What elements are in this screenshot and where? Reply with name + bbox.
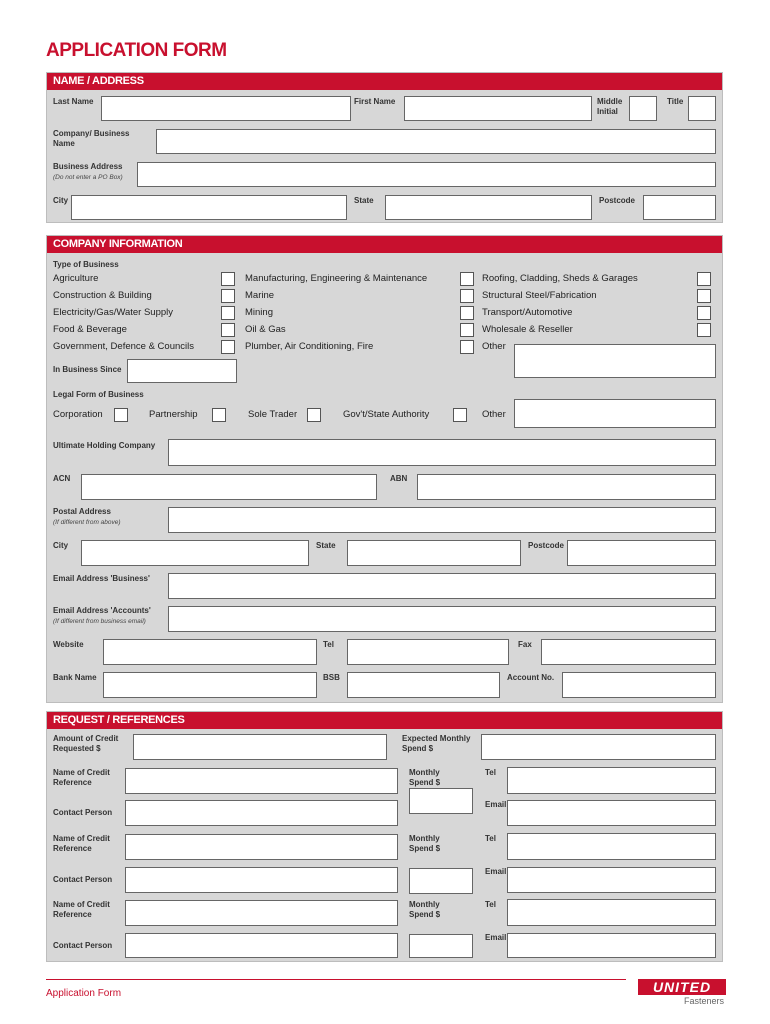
website-field[interactable] [103, 639, 317, 665]
business-type-checkbox[interactable] [221, 340, 235, 354]
business-type-option: Roofing, Cladding, Sheds & Garages [482, 273, 638, 284]
business-type-option: Agriculture [53, 273, 99, 284]
legal-form-checkbox[interactable] [212, 408, 226, 422]
abn-field[interactable] [417, 474, 716, 500]
ref-tel-label: Tel [485, 768, 496, 777]
account-no-label: Account No. [507, 673, 555, 682]
expected-text-1: Expected Monthly [402, 734, 471, 743]
monthly-spend-label [409, 768, 440, 788]
request-references-section [46, 711, 723, 962]
business-type-checkbox[interactable] [221, 323, 235, 337]
company-text-1: Company/ Business [53, 129, 130, 138]
business-type-option: Mining [245, 307, 273, 318]
ref-tel-label: Tel [485, 900, 496, 909]
ref-email-field[interactable] [507, 867, 716, 893]
ref-tel-label: Tel [485, 834, 496, 843]
legal-form-option: Partnership [149, 409, 198, 420]
postal-city-label: City [53, 541, 69, 550]
ref-text-1: Name of Credit [53, 900, 110, 909]
acn-label: ACN [53, 474, 71, 483]
ref-tel-field[interactable] [507, 899, 716, 926]
business-type-option: Government, Defence & Councils [53, 341, 194, 352]
postal-state-label: State [316, 541, 336, 550]
ref-tel-field[interactable] [507, 833, 716, 860]
tel-field[interactable] [347, 639, 509, 665]
middle-initial-field[interactable] [629, 96, 657, 121]
in-business-since-field[interactable] [127, 359, 237, 383]
business-type-checkbox[interactable] [697, 289, 711, 303]
bsb-field[interactable] [347, 672, 500, 698]
legal-form-label: Legal Form of Business [53, 390, 144, 399]
state-field[interactable] [385, 195, 592, 220]
postal-address-field[interactable] [168, 507, 716, 533]
bsb-label: BSB [323, 673, 340, 682]
fax-label: Fax [518, 640, 532, 649]
monthly-text-2: Spend $ [409, 910, 441, 919]
credit-reference-field[interactable] [125, 834, 398, 860]
name-address-section [46, 72, 723, 223]
postal-address-text: Postal Address [53, 507, 111, 516]
last-name-field[interactable] [101, 96, 351, 121]
amount-text-1: Amount of Credit [53, 734, 119, 743]
footer-text: Application Form [46, 988, 122, 999]
business-type-checkbox[interactable] [221, 272, 235, 286]
email-business-label: Email Address 'Business' [53, 574, 150, 583]
contact-person-label: Contact Person [53, 808, 113, 817]
business-type-option: Structural Steel/Fabrication [482, 290, 597, 301]
expected-text-2: Spend $ [402, 744, 434, 753]
business-type-option: Construction & Building [53, 290, 152, 301]
middle-text: Middle [597, 97, 623, 106]
credit-reference-field[interactable] [125, 900, 398, 926]
contact-person-label: Contact Person [53, 875, 113, 884]
page-title: APPLICATION FORM [46, 40, 227, 61]
acn-field[interactable] [81, 474, 377, 500]
business-type-checkbox[interactable] [697, 323, 711, 337]
contact-person-field[interactable] [125, 800, 398, 826]
expected-spend-label [402, 734, 470, 754]
expected-spend-field[interactable] [481, 734, 716, 760]
company-name-label [53, 129, 129, 149]
amount-text-2: Requested $ [53, 744, 101, 753]
monthly-text-2: Spend $ [409, 844, 441, 853]
postal-address-label [53, 507, 121, 528]
contact-person-label: Contact Person [53, 941, 113, 950]
business-type-checkbox[interactable] [460, 340, 474, 354]
ref-text-2: Reference [53, 910, 92, 919]
in-business-since-label: In Business Since [53, 365, 122, 374]
monthly-spend-label [409, 834, 440, 854]
business-type-checkbox[interactable] [697, 272, 711, 286]
initial-text: Initial [597, 107, 618, 116]
contact-person-field[interactable] [125, 933, 398, 958]
email-accounts-label [53, 606, 151, 627]
amount-credit-field[interactable] [133, 734, 387, 760]
section-header: NAME / ADDRESS [47, 73, 722, 90]
business-type-option: Plumber, Air Conditioning, Fire [245, 341, 374, 352]
business-type-option: Food & Beverage [53, 324, 127, 335]
business-type-checkbox[interactable] [221, 306, 235, 320]
business-type-checkbox[interactable] [460, 272, 474, 286]
logo-subtitle: Fasteners [683, 996, 724, 1006]
business-type-option: Wholesale & Reseller [482, 324, 573, 335]
contact-person-field[interactable] [125, 867, 398, 893]
business-address-field[interactable] [137, 162, 716, 187]
ref-email-field[interactable] [507, 800, 716, 826]
company-text-2: Name [53, 139, 75, 148]
logo-wordmark: UNITED [638, 979, 726, 995]
legal-form-other-label: Other [482, 409, 506, 420]
abn-label: ABN [390, 474, 408, 483]
postal-postcode-label: Postcode [528, 541, 565, 550]
ultimate-holding-field[interactable] [168, 439, 716, 466]
legal-form-option: Sole Trader [248, 409, 298, 420]
ref-tel-field[interactable] [507, 767, 716, 794]
credit-reference-label [53, 768, 110, 788]
business-type-option: Manufacturing, Engineering & Maintenance [245, 273, 428, 284]
business-type-option: Electricity/Gas/Water Supply [53, 307, 174, 318]
ref-email-label: Email [485, 800, 507, 809]
monthly-spend-field[interactable] [409, 934, 473, 958]
business-address-text: Business Address [53, 162, 123, 171]
fax-field[interactable] [541, 639, 716, 665]
ref-text-1: Name of Credit [53, 834, 110, 843]
postal-city-field[interactable] [81, 540, 309, 566]
business-address-label [53, 162, 123, 183]
ultimate-holding-label: Ultimate Holding Company [53, 441, 156, 450]
business-type-other-label: Other [482, 341, 506, 352]
postcode-field[interactable] [643, 195, 716, 220]
ref-email-label: Email [485, 867, 507, 876]
email-accounts-text: Email Address 'Accounts' [53, 606, 151, 615]
company-info-section [46, 235, 723, 703]
email-accounts-note: (If different from business email) [53, 618, 146, 625]
city-field[interactable] [71, 195, 347, 220]
company-name-field[interactable] [156, 129, 716, 154]
first-name-label: First Name [354, 97, 396, 106]
bank-name-label: Bank Name [53, 673, 97, 682]
monthly-spend-field[interactable] [409, 868, 473, 894]
email-accounts-field[interactable] [168, 606, 716, 632]
postcode-label: Postcode [599, 196, 636, 205]
legal-form-other-field[interactable] [514, 399, 716, 428]
title-field[interactable] [688, 96, 716, 121]
bank-name-field[interactable] [103, 672, 317, 698]
ref-text-2: Reference [53, 844, 92, 853]
last-name-label: Last Name [53, 97, 94, 106]
tel-label: Tel [323, 640, 334, 649]
postal-address-note: (If different from above) [53, 519, 121, 526]
amount-credit-label [53, 734, 118, 754]
monthly-spend-field[interactable] [409, 788, 473, 814]
legal-form-checkbox[interactable] [114, 408, 128, 422]
email-business-field[interactable] [168, 573, 716, 599]
business-type-checkbox[interactable] [460, 306, 474, 320]
business-type-other-field[interactable] [514, 344, 716, 378]
business-address-note: (Do not enter a PO Box) [53, 174, 123, 181]
credit-reference-label [53, 900, 110, 920]
business-type-checkbox[interactable] [221, 289, 235, 303]
ref-email-field[interactable] [507, 933, 716, 958]
business-type-checkbox[interactable] [460, 289, 474, 303]
monthly-text-1: Monthly [409, 768, 440, 777]
business-type-option: Marine [245, 290, 275, 301]
credit-reference-label [53, 834, 110, 854]
postal-postcode-field[interactable] [567, 540, 716, 566]
section-header: COMPANY INFORMATION [47, 236, 722, 253]
postal-state-field[interactable] [347, 540, 521, 566]
first-name-field[interactable] [404, 96, 592, 121]
united-fasteners-logo [638, 979, 728, 1009]
website-label: Website [53, 640, 84, 649]
monthly-spend-label [409, 900, 440, 920]
legal-form-checkbox[interactable] [453, 408, 467, 422]
legal-form-option: Corporation [53, 409, 103, 420]
title-label: Title [667, 97, 684, 106]
section-header: REQUEST / REFERENCES [47, 712, 722, 729]
legal-form-checkbox[interactable] [307, 408, 321, 422]
city-label: City [53, 196, 69, 205]
account-no-field[interactable] [562, 672, 716, 698]
middle-initial-label [597, 97, 622, 117]
state-label: State [354, 196, 374, 205]
business-type-option: Oil & Gas [245, 324, 286, 335]
legal-form-option: Gov't/State Authority [343, 409, 430, 420]
business-type-checkbox[interactable] [460, 323, 474, 337]
business-type-option: Transport/Automotive [482, 307, 573, 318]
type-of-business-label: Type of Business [53, 260, 119, 269]
ref-email-label: Email [485, 933, 507, 942]
footer-divider [46, 979, 626, 980]
ref-text-1: Name of Credit [53, 768, 110, 777]
monthly-text-1: Monthly [409, 900, 440, 909]
monthly-text-1: Monthly [409, 834, 440, 843]
monthly-text-2: Spend $ [409, 778, 441, 787]
ref-text-2: Reference [53, 778, 92, 787]
business-type-checkbox[interactable] [697, 306, 711, 320]
credit-reference-field[interactable] [125, 768, 398, 794]
